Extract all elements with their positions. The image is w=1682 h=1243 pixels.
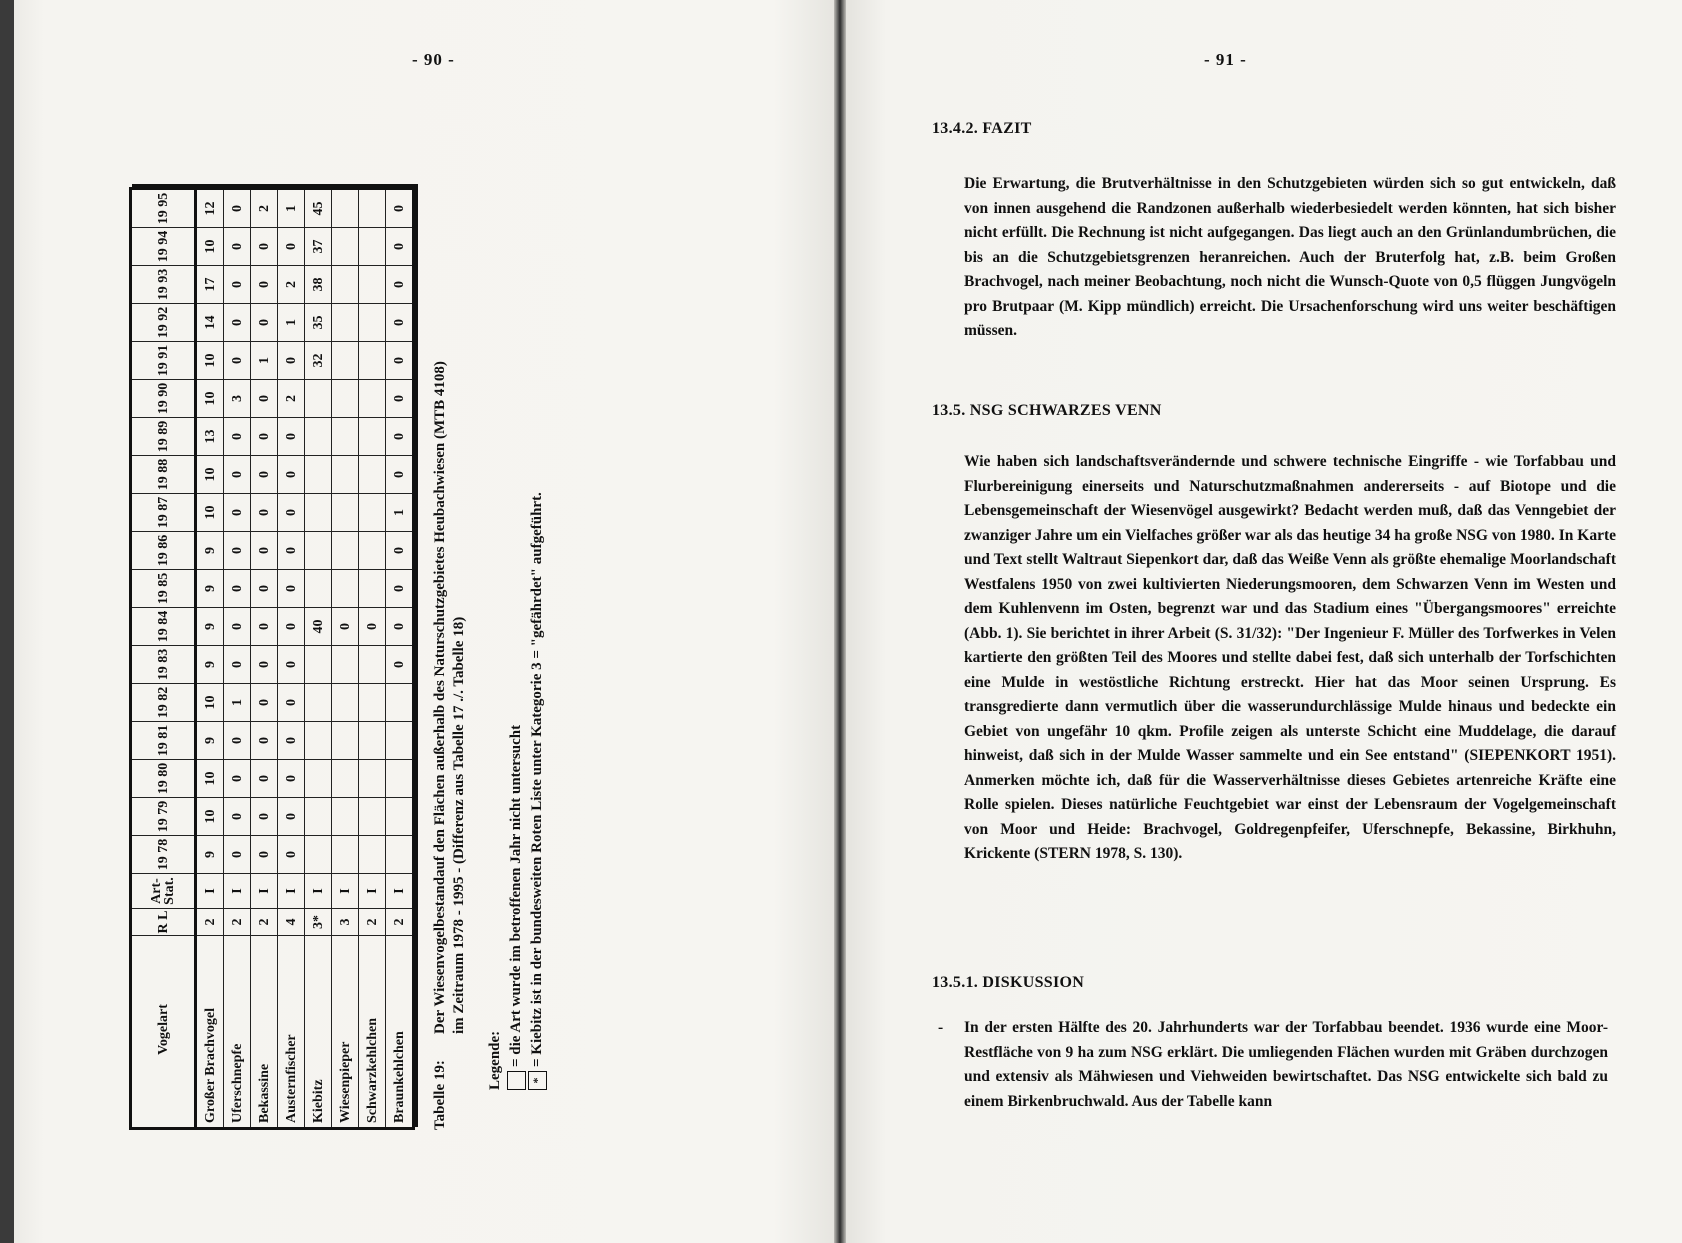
count-cell: 9 (196, 836, 224, 874)
header-year: 19 79 (131, 798, 196, 836)
count-cell: 1 (224, 684, 251, 722)
count-cell: 0 (251, 418, 278, 456)
count-cell (332, 380, 359, 418)
count-cell: 10 (196, 380, 224, 418)
count-cell (332, 228, 359, 266)
header-year: 19 88 (131, 456, 196, 494)
count-cell: 0 (386, 608, 414, 646)
count-cell (359, 189, 386, 228)
count-cell: 0 (224, 646, 251, 684)
page-number-right: - 91 - (1204, 50, 1247, 69)
red-list-category: 3 (332, 909, 359, 936)
count-cell: 0 (224, 189, 251, 228)
header-vogelart: Vogelart (131, 936, 196, 1129)
count-cell: 10 (196, 494, 224, 532)
paragraph-diskussion (938, 1016, 1608, 1114)
header-art-stat: Art- Stat. (131, 874, 196, 909)
header-year: 19 81 (131, 722, 196, 760)
species-name: Bekassine (251, 936, 278, 1129)
count-cell: 0 (278, 228, 305, 266)
count-cell: 10 (196, 798, 224, 836)
count-cell (305, 570, 332, 608)
red-list-category: 2 (386, 909, 414, 936)
header-year: 19 84 (131, 608, 196, 646)
show-through-text (1382, 112, 1652, 134)
table-legend (485, 170, 548, 1090)
count-cell: 0 (278, 570, 305, 608)
count-cell (332, 532, 359, 570)
count-cell: 45 (305, 189, 332, 228)
count-cell (332, 798, 359, 836)
count-cell: 10 (196, 760, 224, 798)
count-cell: 0 (251, 304, 278, 342)
species-name: Uferschnepfe (224, 936, 251, 1129)
count-cell (386, 798, 414, 836)
count-cell (305, 722, 332, 760)
count-cell (305, 798, 332, 836)
count-cell: 0 (278, 684, 305, 722)
count-cell: 0 (251, 456, 278, 494)
species-status: I (224, 874, 251, 909)
count-cell: 0 (251, 570, 278, 608)
count-cell: 10 (196, 342, 224, 380)
count-cell: 0 (386, 189, 414, 228)
count-cell: 0 (386, 456, 414, 494)
count-cell: 38 (305, 266, 332, 304)
count-cell: 0 (278, 760, 305, 798)
empty-box-icon (507, 1071, 526, 1090)
page-number-left: - 90 - (412, 50, 455, 69)
count-cell: 0 (251, 608, 278, 646)
count-cell (359, 836, 386, 874)
count-cell (359, 760, 386, 798)
count-cell: 10 (196, 228, 224, 266)
count-cell: 17 (196, 266, 224, 304)
count-cell (305, 456, 332, 494)
count-cell: 14 (196, 304, 224, 342)
count-cell (332, 418, 359, 456)
red-list-category: 2 (359, 909, 386, 936)
count-cell: 0 (386, 304, 414, 342)
header-year: 19 90 (131, 380, 196, 418)
count-cell: 10 (196, 684, 224, 722)
asterisk-box-icon: * (528, 1071, 547, 1090)
count-cell (305, 646, 332, 684)
header-year: 19 80 (131, 760, 196, 798)
count-cell: 0 (386, 532, 414, 570)
count-cell: 0 (224, 418, 251, 456)
count-cell (359, 228, 386, 266)
count-cell (332, 570, 359, 608)
count-cell (359, 380, 386, 418)
count-cell: 0 (251, 646, 278, 684)
count-cell (305, 836, 332, 874)
count-cell: 0 (224, 532, 251, 570)
species-name: Kiebitz (305, 936, 332, 1129)
count-cell: 2 (278, 380, 305, 418)
count-cell (359, 418, 386, 456)
header-year: 19 94 (131, 228, 196, 266)
legend-item-text: = die Art wurde im betroffenen Jahr nicht untersucht (508, 724, 524, 1067)
count-cell: 0 (224, 722, 251, 760)
header-year: 19 89 (131, 418, 196, 456)
count-cell: 9 (196, 570, 224, 608)
count-cell (359, 646, 386, 684)
species-status: I (332, 874, 359, 909)
count-cell: 0 (251, 836, 278, 874)
bullet-dash: - (938, 1019, 944, 1036)
count-cell: 0 (224, 304, 251, 342)
paragraph-text: In der ersten Hälfte des 20. Jahrhunderts war der Torfabbau beendet. 1936 wurde eine Moor-Restfläche von 9 ha zum NSG erklärt. Die umliegenden Flächen wurden mit Gräben durchzogen und extensiv als Mähwiesen und Viehweiden bewirtschaftet. Das NSG entwickelte sich bald zu einem Birkenbruchwald. Aus der Tabelle kann (964, 1019, 1608, 1110)
count-cell: 2 (278, 266, 305, 304)
red-list-category: 2 (224, 909, 251, 936)
count-cell (332, 494, 359, 532)
count-cell (332, 684, 359, 722)
rotated-table-block (129, 170, 548, 1130)
left-page (14, 0, 834, 1243)
count-cell (332, 456, 359, 494)
legend-title: Legende: (487, 1030, 503, 1090)
count-cell: 37 (305, 228, 332, 266)
count-cell: 0 (224, 342, 251, 380)
count-cell (359, 532, 386, 570)
count-cell: 0 (251, 266, 278, 304)
count-cell: 0 (251, 760, 278, 798)
count-cell: 0 (251, 532, 278, 570)
count-cell: 0 (278, 532, 305, 570)
count-cell (359, 266, 386, 304)
species-status: I (359, 874, 386, 909)
count-cell: 0 (251, 380, 278, 418)
heading-fazit: 13.4.2. FAZIT (932, 120, 1032, 137)
species-status: I (196, 874, 224, 909)
count-cell (359, 456, 386, 494)
heading-diskussion: 13.5.1. DISKUSSION (932, 974, 1085, 991)
count-cell: 32 (305, 342, 332, 380)
species-status: I (386, 874, 414, 909)
table-row (224, 189, 251, 1129)
red-list-category: 4 (278, 909, 305, 936)
count-cell: 0 (251, 798, 278, 836)
count-cell (305, 684, 332, 722)
count-cell (332, 266, 359, 304)
count-cell: 10 (196, 456, 224, 494)
count-cell: 0 (224, 760, 251, 798)
species-status: I (305, 874, 332, 909)
count-cell (332, 836, 359, 874)
count-cell: 0 (224, 570, 251, 608)
red-list-category: 2 (196, 909, 224, 936)
count-cell: 40 (305, 608, 332, 646)
heading-nsg-schwarzes-venn: 13.5. NSG SCHWARZES VENN (932, 402, 1162, 419)
caption-line-2: im Zeitraum 1978 - 1995 - (Differenz aus Tabelle 17 ./. Tabelle 18) (451, 616, 467, 1034)
count-cell (305, 380, 332, 418)
count-cell: 0 (386, 342, 414, 380)
header-year: 19 78 (131, 836, 196, 874)
header-year: 19 86 (131, 532, 196, 570)
caption-line-1: Der Wiesenvogelbestandauf den Flächen außerhalb des Naturschutzgebietes Heubachwiesen (MTB 4108) (432, 361, 448, 1034)
count-cell: 13 (196, 418, 224, 456)
count-cell: 0 (224, 494, 251, 532)
count-cell (332, 760, 359, 798)
count-cell: 1 (386, 494, 414, 532)
table-row (278, 189, 305, 1129)
count-cell: 0 (224, 798, 251, 836)
count-cell: 0 (278, 456, 305, 494)
count-cell (386, 760, 414, 798)
count-cell (305, 532, 332, 570)
species-status: I (278, 874, 305, 909)
count-cell (332, 304, 359, 342)
header-year: 19 93 (131, 266, 196, 304)
count-cell: 0 (332, 608, 359, 646)
header-year: 19 82 (131, 684, 196, 722)
legend-item (506, 170, 527, 1090)
count-cell: 0 (251, 722, 278, 760)
count-cell: 0 (386, 418, 414, 456)
count-cell: 0 (251, 228, 278, 266)
count-cell (305, 418, 332, 456)
count-cell (332, 646, 359, 684)
book-gutter (834, 0, 846, 1243)
count-cell: 0 (224, 836, 251, 874)
legend-item-text: = Kiebitz ist in der bundesweiten Roten Liste unter Kategorie 3 = "gefährdet" aufgeführt. (529, 492, 545, 1067)
species-name: Schwarzkehlchen (359, 936, 386, 1129)
count-cell: 9 (196, 722, 224, 760)
count-cell (305, 760, 332, 798)
count-cell: 0 (278, 646, 305, 684)
legend-item (527, 170, 548, 1090)
header-year: 19 91 (131, 342, 196, 380)
count-cell: 0 (224, 266, 251, 304)
species-name: Wiesenpieper (332, 936, 359, 1129)
count-cell (332, 342, 359, 380)
red-list-category: 2 (251, 909, 278, 936)
header-year: 19 85 (131, 570, 196, 608)
table-row (196, 189, 224, 1129)
count-cell: 1 (278, 189, 305, 228)
table-caption (431, 170, 469, 1130)
count-cell (332, 189, 359, 228)
paragraph-text: Die Erwartung, die Brutverhältnisse in den Schutzgebieten würden sich so gut entwickeln, daß von innen ausgehend die Randzonen außerhalb wiederbesiedelt werden könnten, hat sich bisher nicht erfüllt. Die Rechnung ist nicht aufgegangen. Das liegt auch an den Grünlandumbrüchen, die bis an die Schutzgebietsgrenzen heranreichen. Auch der Bruterfolg hat, z.B. beim Großen Brachvogel, nach meiner Beobachtung, noch nicht die Wunsch-Quote von 0,5 flüggen Jungvögeln pro Brutpaar (M. Kipp mündlich) erreicht. Die Ursachenforschung wird uns weiter beschäftigen müssen. (964, 175, 1616, 339)
count-cell (359, 304, 386, 342)
count-cell: 0 (278, 798, 305, 836)
caption-label: Tabelle 19: (432, 1060, 448, 1130)
paragraph-schwarzes-venn (964, 450, 1616, 867)
count-cell: 0 (278, 608, 305, 646)
table-row (359, 189, 386, 1129)
table-row (251, 189, 278, 1129)
paragraph-fazit (964, 172, 1616, 344)
count-cell (359, 798, 386, 836)
count-cell (386, 836, 414, 874)
count-cell: 3 (224, 380, 251, 418)
count-cell: 1 (278, 304, 305, 342)
table-row (386, 189, 414, 1129)
header-year: 19 92 (131, 304, 196, 342)
count-cell: 0 (251, 684, 278, 722)
species-name: Großer Brachvogel (196, 936, 224, 1129)
count-cell: 0 (386, 646, 414, 684)
header-year: 19 87 (131, 494, 196, 532)
species-status: I (251, 874, 278, 909)
count-cell: 0 (386, 228, 414, 266)
count-cell: 9 (196, 532, 224, 570)
count-cell: 0 (278, 836, 305, 874)
count-cell: 0 (251, 494, 278, 532)
count-cell: 0 (278, 722, 305, 760)
count-cell: 9 (196, 608, 224, 646)
species-name: Austernfischer (278, 936, 305, 1129)
count-cell: 0 (278, 418, 305, 456)
count-cell (332, 722, 359, 760)
red-list-category: 3* (305, 909, 332, 936)
count-cell (359, 722, 386, 760)
count-cell: 1 (251, 342, 278, 380)
count-cell: 2 (251, 189, 278, 228)
count-cell (359, 570, 386, 608)
table-row (332, 189, 359, 1129)
header-year: 19 83 (131, 646, 196, 684)
header-rl: R L (131, 909, 196, 936)
count-cell (359, 342, 386, 380)
count-cell: 35 (305, 304, 332, 342)
count-cell: 0 (224, 456, 251, 494)
right-page (846, 0, 1682, 1243)
table-row (305, 189, 332, 1129)
count-cell: 0 (278, 494, 305, 532)
count-cell: 0 (224, 228, 251, 266)
count-cell (359, 494, 386, 532)
table-header-row (131, 189, 196, 1129)
count-cell: 0 (278, 342, 305, 380)
header-year: 19 95 (131, 189, 196, 228)
count-cell: 0 (386, 380, 414, 418)
count-cell (305, 494, 332, 532)
bird-population-table (129, 187, 415, 1130)
count-cell (386, 684, 414, 722)
count-cell: 0 (386, 266, 414, 304)
count-cell (386, 722, 414, 760)
count-cell: 9 (196, 646, 224, 684)
count-cell: 12 (196, 189, 224, 228)
count-cell (359, 684, 386, 722)
paragraph-text: Wie haben sich landschaftsverändernde und schwere technische Eingriffe - wie Torfabbau und Flurbereinigung einerseits und Naturschutzmaßnahmen andererseits - auf Biotope und die Lebensgemeinschaft der Wiesenvögel ausgewirkt? Bedacht werden muß, daß das Venngebiet der zwanziger Jahre um ein Vielfaches größer war als das heutige 34 ha große NSG von 1980. In Karte und Text stellt Waltraut Siepenkort dar, daß das Weiße Venn als größte ehemalige Moorlandschaft Westfalens 1950 von zwei kultivierten Niederungsmooren, dem Schwarzen Venn im Westen und dem Kuhlenvenn im Osten, begrenzt war und das Stadium eines "Übergangsmoores" erreichte (Abb. 1). Sie berichtet in ihrer Arbeit (S. 31/32): "Der Ingenieur F. Müller des Torfwerkes in Velen kartierte den größten Teil des Moores und stellte dabei fest, daß sich unterhalb der Torfschichten eine Mulde in westöstliche Richtung erstreckt. Hier hat das Moor seinen Ursprung. Es transgredierte dann vermutlich über die wasserundurchlässige Mulde hinaus und bedeckte ein Gebiet von ungefähr 10 qkm. Profile zeigen als unterste Schicht eine Muddelage, die darauf hinweist, daß sich in der Mulde Wasser sammelte und ein See entstand" (SIEPENKORT 1951). Anmerken möchte ich, daß für die Wasserverhältnisse dieses Gebietes artenreiche Kräfte eine Rolle spielen. Dieses natürliche Feuchtgebiet war einst der Lebensraum der Vogelgemeinschaft von Moor und Heide: Brachvogel, Goldregenpfeifer, Uferschnepfe, Bekassine, Birkhuhn, Krickente (STERN 1978, S. 130). (964, 453, 1616, 862)
count-cell: 0 (386, 570, 414, 608)
count-cell: 0 (359, 608, 386, 646)
count-cell: 0 (224, 608, 251, 646)
species-name: Braunkehlchen (386, 936, 414, 1129)
